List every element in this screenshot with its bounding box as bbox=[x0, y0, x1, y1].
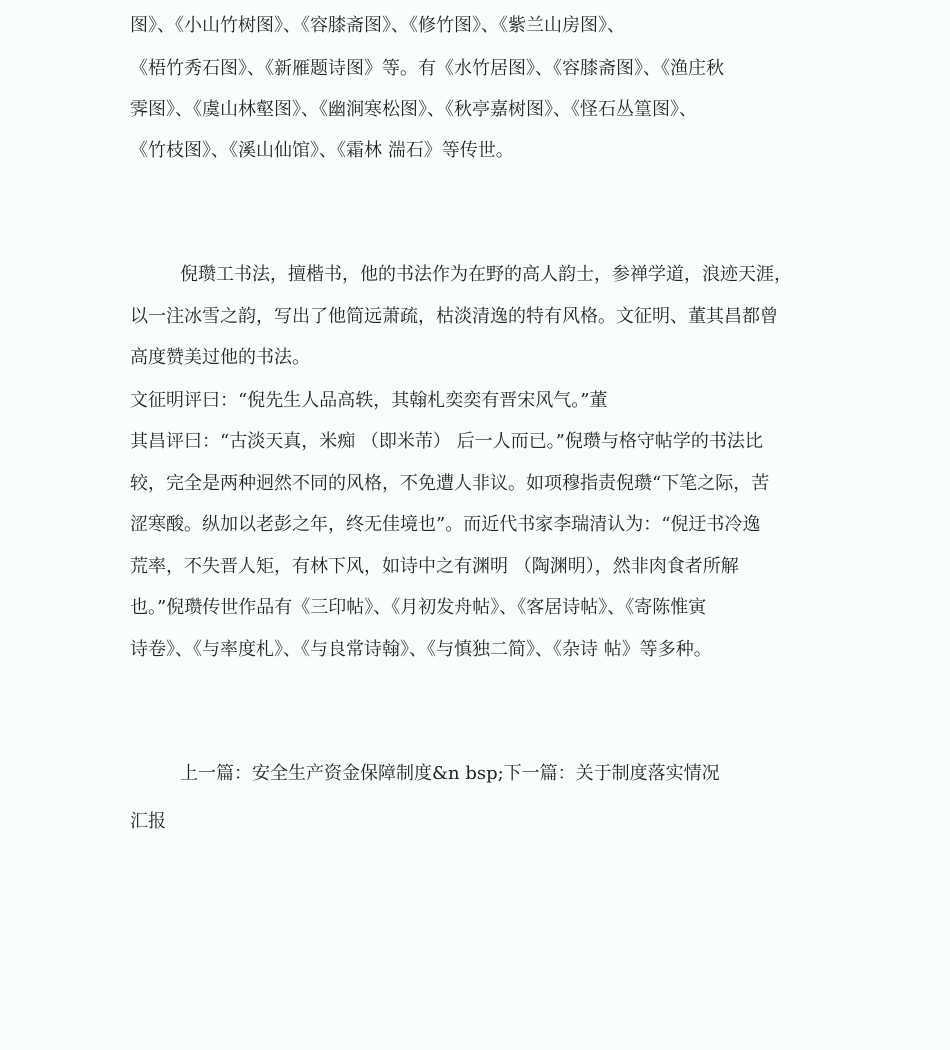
text-line: 高度赞美过他的书法。 bbox=[130, 347, 310, 368]
text-line: 霁图》、《虞山林壑图》、《幽涧寒松图》、《秋亭嘉树图》、《怪石丛篁图》、 bbox=[130, 99, 697, 120]
text-line: 其昌评曰：“古淡天真，米痴 （即米芾） 后一人而已。”倪瓒与格守帖学的书法比 bbox=[130, 431, 763, 452]
text-line: 文征明评曰：“倪先生人品高轶，其翰札奕奕有晋宋风气。”董 bbox=[130, 390, 608, 411]
text-line: 也。”倪瓒传世作品有《三印帖》、《月初发舟帖》、《客居诗帖》、《寄陈惟寅 bbox=[130, 597, 707, 618]
text-line: 《竹枝图》、《溪山仙馆》、《霜林 湍石》等传世。 bbox=[130, 140, 514, 161]
text-line: 以一注冰雪之韵，写出了他简远萧疏，枯淡清逸的特有风格。文征明、董其昌都曾 bbox=[130, 306, 778, 327]
text-line: 涩寒酸。纵加以老彭之年，终无佳境也”。而近代书家李瑞清认为：“倪迂书冷逸 bbox=[130, 514, 761, 535]
text-line: 倪瓒工书法，擅楷书，他的书法作为在野的高人韵士，参禅学道，浪迹天涯， bbox=[180, 264, 792, 285]
text-line: 较，完全是两种迥然不同的风格，不免遭人非议。如项穆指责倪瓒“下笔之际，苦 bbox=[130, 473, 770, 494]
next-link-continuation[interactable]: 汇报 bbox=[130, 811, 166, 832]
prev-next-links[interactable]: 上一篇：安全生产资金保障制度&n bsp;下一篇：关于制度落实情况 bbox=[180, 763, 720, 784]
text-line: 荒率，不失晋人矩，有林下风，如诗中之有渊明 （陶渊明），然非肉食者所解 bbox=[130, 556, 739, 577]
text-line: 《梧竹秀石图》、《新雁题诗图》等。有《水竹居图》、《容膝斋图》、《渔庄秋 bbox=[130, 58, 724, 79]
text-line: 诗卷》、《与率度札》、《与良常诗翰》、《与慎独二简》、《杂诗 帖》等多种。 bbox=[130, 639, 712, 660]
text-line: 图》、《小山竹树图》、《容膝斋图》、《修竹图》、《紫兰山房图》、 bbox=[130, 15, 625, 36]
